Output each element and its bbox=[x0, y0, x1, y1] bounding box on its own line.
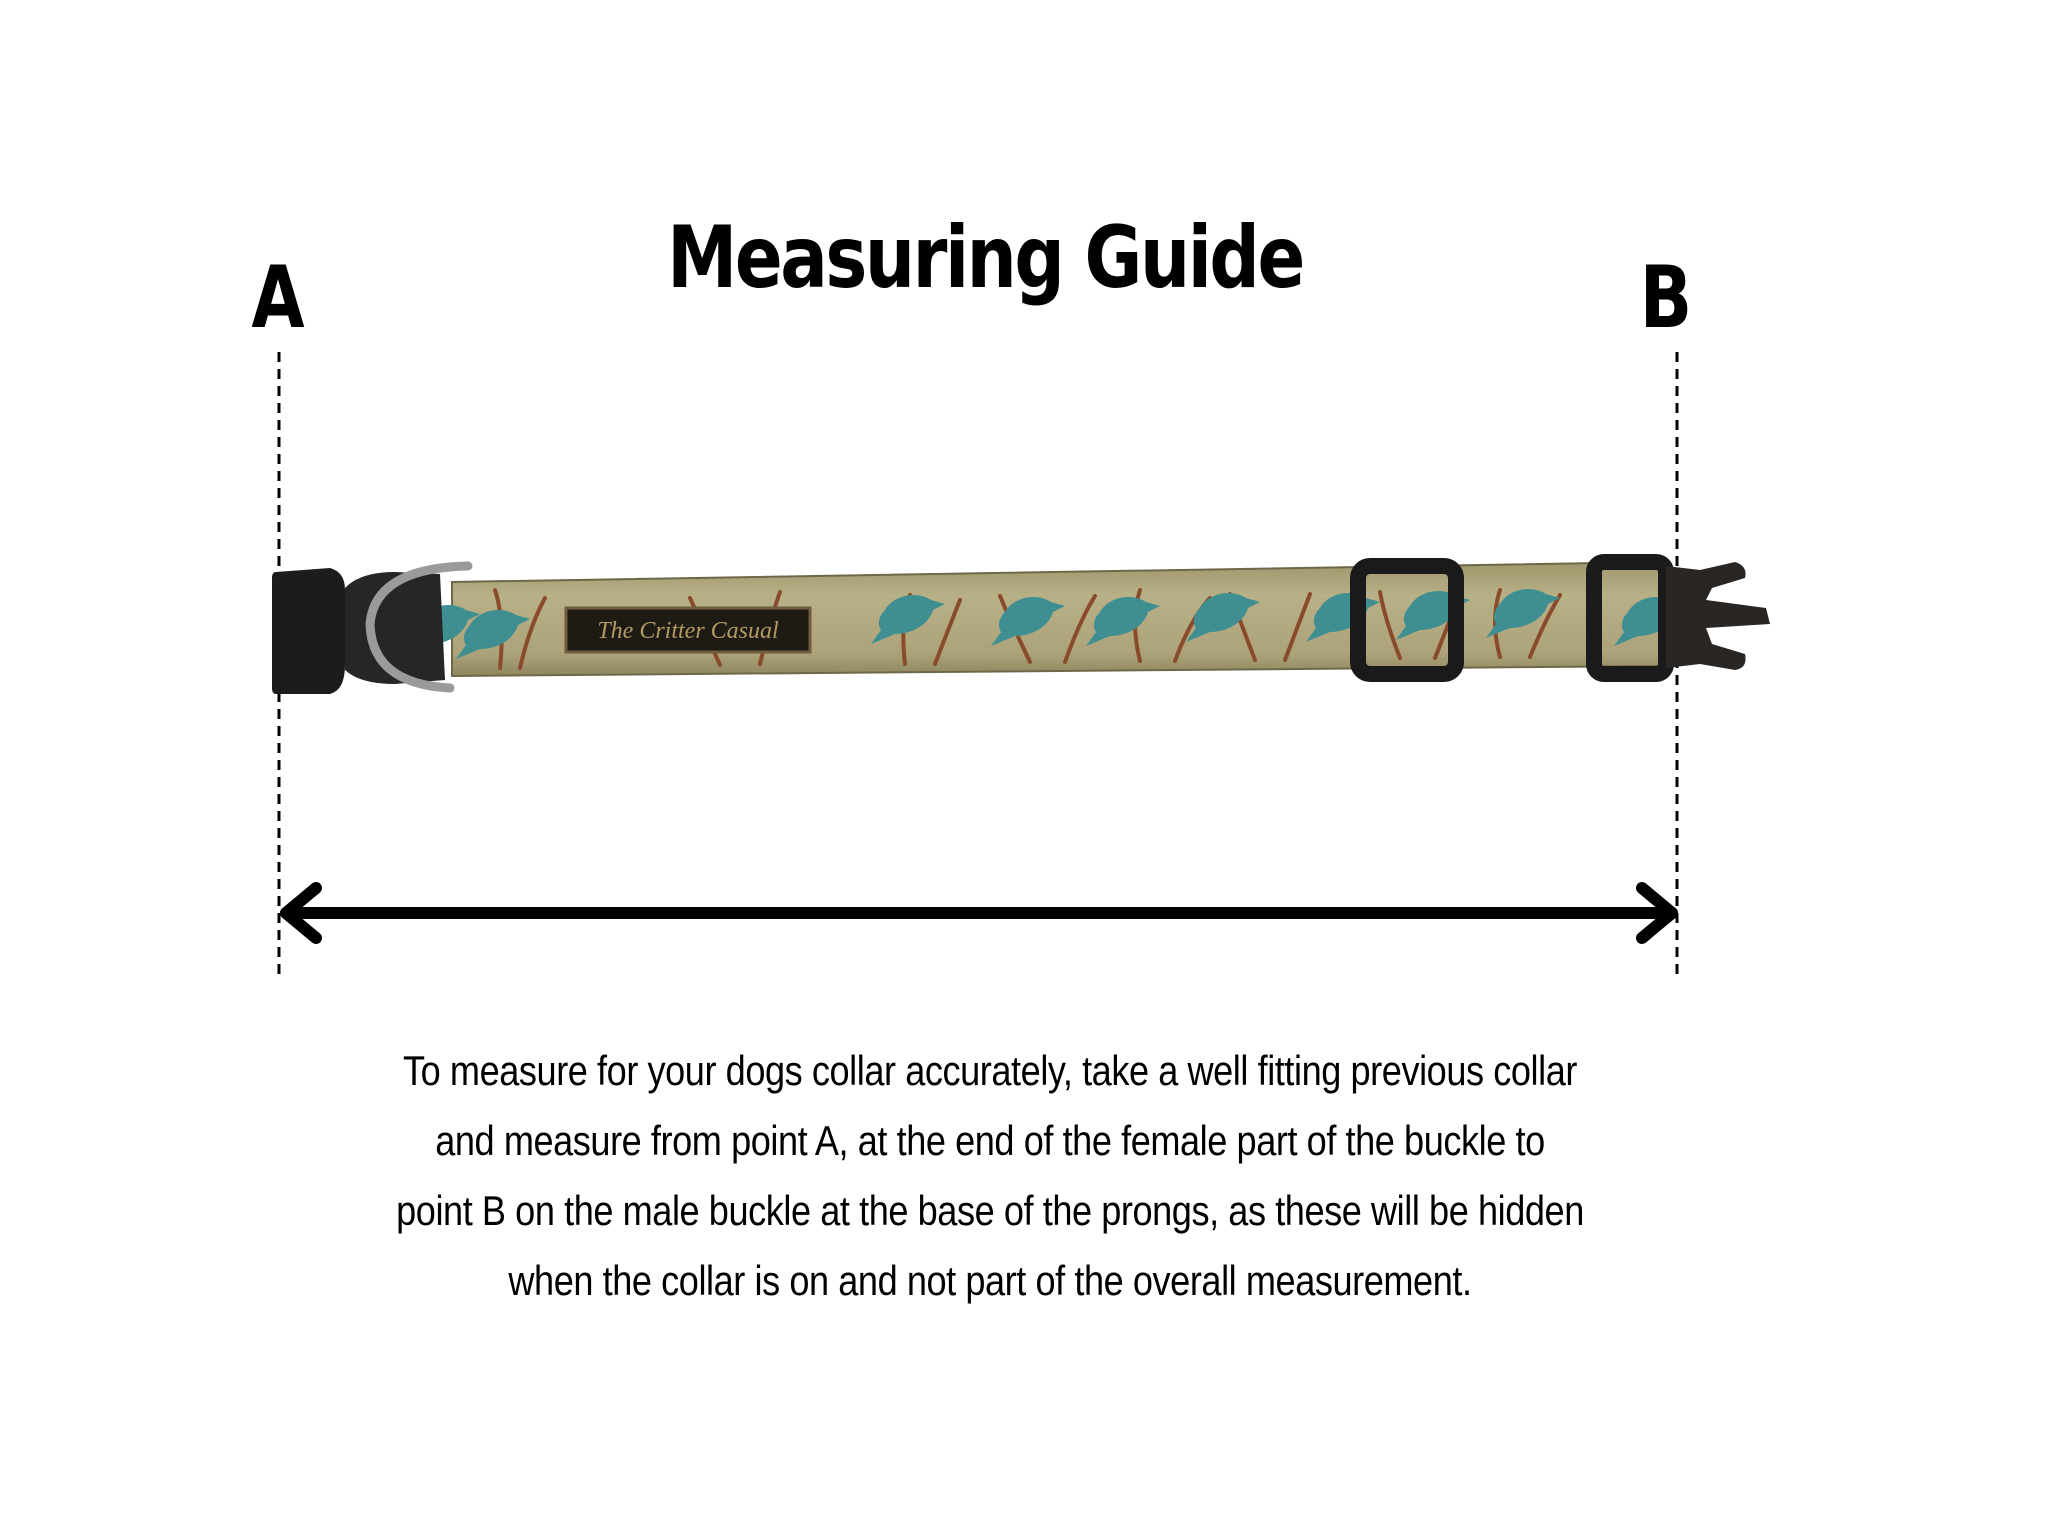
female-buckle bbox=[272, 568, 445, 694]
instruction-line: point B on the male buckle at the base of the prongs, as these will be hidden bbox=[396, 1187, 1584, 1234]
point-b-label: B bbox=[1639, 248, 1693, 348]
male-buckle-prongs bbox=[1666, 562, 1770, 670]
point-a-label: A bbox=[251, 248, 305, 348]
measuring-instructions bbox=[362, 1036, 1618, 1316]
brand-label: The Critter Casual bbox=[597, 618, 779, 644]
page-title: Measuring Guide bbox=[667, 208, 1303, 308]
dog-collar-image bbox=[272, 562, 1770, 694]
instruction-line: when the collar is on and not part of the overall measurement. bbox=[508, 1257, 1472, 1304]
instruction-line: To measure for your dogs collar accurately, take a well fitting previous collar bbox=[403, 1047, 1577, 1094]
instruction-line: and measure from point A, at the end of the female part of the buckle to bbox=[435, 1117, 1545, 1164]
measurement-arrow bbox=[286, 888, 1672, 938]
